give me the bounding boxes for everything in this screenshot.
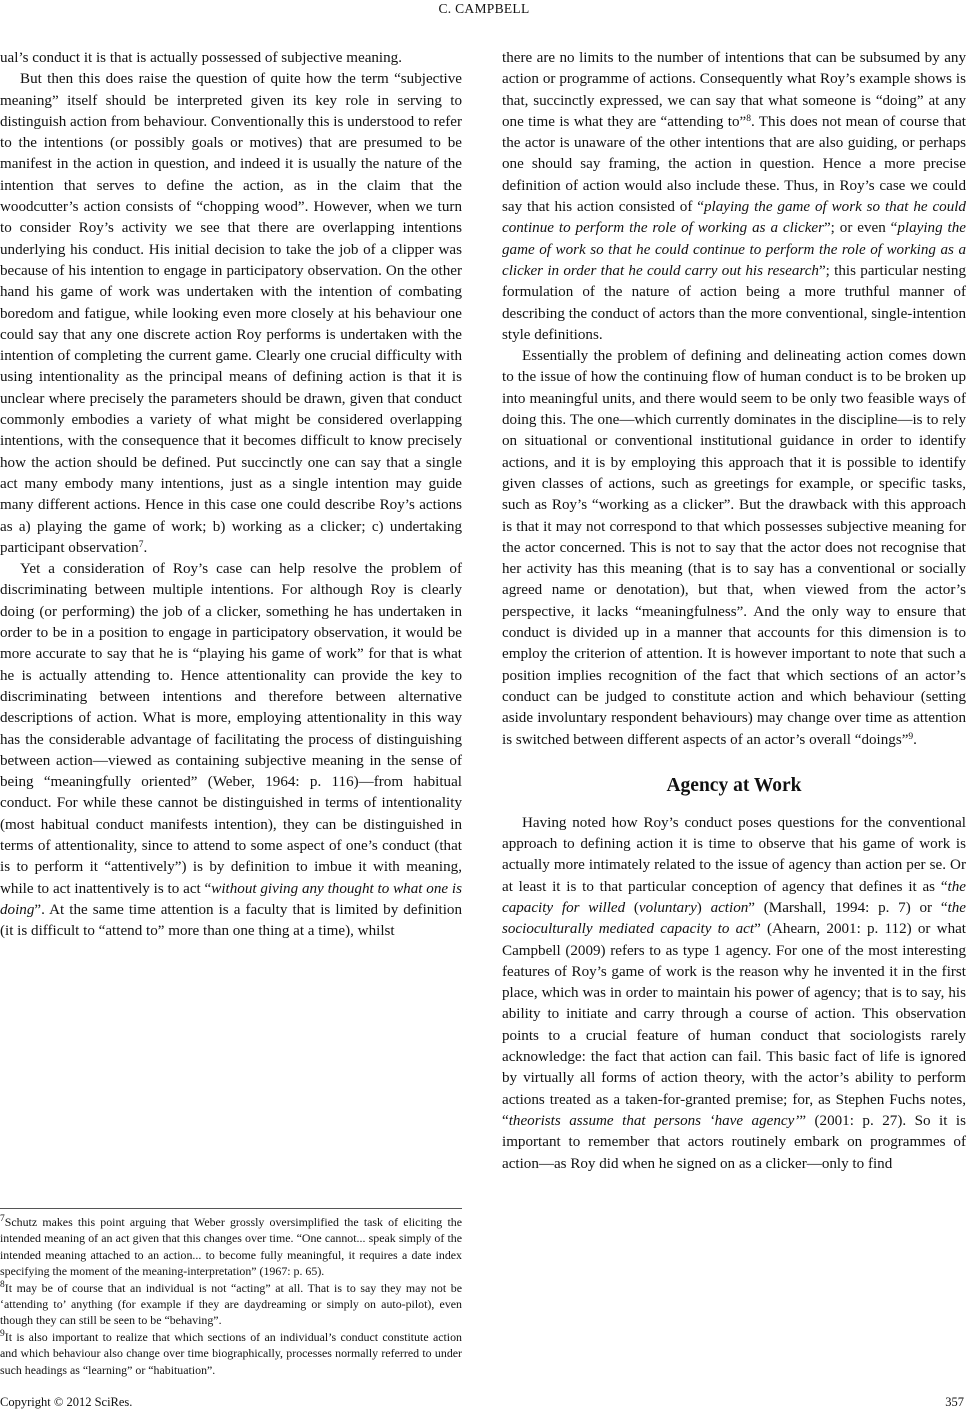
paragraph-text: Essentially the problem of defining and delineating action comes down to the issue of how the continuing flow of human conduct is to be broken up into meaningful units, and there would seem to be only two feasible ways of doing this. The one—which currently dominates in the discipline—is to rely on situational or conventional institutional guidance in order to identify actions, and it is by employing this approach that it is possible to identify given classes of actions, such as greetings for example, or specific tasks, such as Roy’s “working as a clicker”. But the drawback with this approach is that it may not correspond to that which possesses subjective meaning for the actor concerned. This is not to say that the actor does not recognise that her activity has this meaning (that is to say has a conventional or socially agreed name or denotation), but that, when viewed from the actor’s perspective, it lacks “meaningfulness”. And the only way to ensure that conduct is divided up in a manner that accounts for this dimension is to employ the criterion of attention. It is however important to note that such a position implies recognition of the fact that which sections of an actor’s conduct can be judged to constitute action and which behaviour (setting aside involuntary respondent behaviours) may change over time as attention is switched between different aspects of an actor’s overall “doings” bbox=[502, 348, 966, 748]
footnote-number: 7 bbox=[0, 1214, 5, 1224]
paragraph bbox=[502, 813, 966, 1175]
paragraph-text: . This does not mean of course that the actor is unaware of the other intentions that are also guiding, or perhaps one should say framing, the action in question. Hence a more precise definition of action would also include these. Thus, in Roy’s case we could say that his action consisted of “ bbox=[502, 113, 966, 216]
copyright-notice: Copyright © 2012 SciRes. bbox=[0, 1395, 133, 1409]
paragraph-text: Having noted how Roy’s conduct poses questions for the conventional approach to defining action it is time to observe that his game of work is actually more intimately related to the issue of agency than action per se. Or at least it is to that particular conception of agency that defines it as “ bbox=[502, 814, 966, 895]
italic-quote: the capacity for willed bbox=[502, 878, 966, 916]
paragraph bbox=[0, 48, 462, 69]
footnote-text: It may be of course that an individual is not “acting” at all. That is to say they may not be ‘attending to’ anything (for example if they are daydreaming or simply on auto-pilot), even though they can still be seen to be “behaving”. bbox=[0, 1280, 462, 1328]
paragraph bbox=[502, 48, 966, 346]
italic-quote: action bbox=[710, 899, 749, 916]
paragraph-text: ( bbox=[625, 899, 639, 916]
footnote-text: It is also important to realize that which sections of an individual’s conduct constitute action and which behaviour also change over time biographically, processes normally referred to under such headings as “learning” or “habituation”. bbox=[0, 1329, 462, 1377]
footnotes bbox=[0, 1214, 462, 1378]
footnote-number: 9 bbox=[0, 1328, 5, 1339]
footnote-ref[interactable]: 8 bbox=[746, 113, 751, 124]
paragraph-text: ual’s conduct it is that is actually possessed of subjective meaning. bbox=[0, 50, 402, 66]
paragraph-text: ) bbox=[696, 899, 711, 916]
paragraph-text: But then this does raise the question of quite how the term “subjective meaning” itself should be interpreted given its key role in serving to distinguish action from behaviour. Conventionally this is understood to refer to the intentions (or possibly goals or motives) that are presumed to be manifest in the action in question, and indeed it is usually the nature of the intention that serves to define the action, as in the claim that the woodcutter’s action consists of “chopping wood”. However, when we turn to consider Roy’s activity we see that there are overlapping intentions underlying his conduct. His initial decision to take the job of a clipper was because of his intention to engage in participatory observation. On the other hand his game of work was undertaken with the intention of combating boredom and fatigue, while looking even more closely at his behaviour one could say that any one discrete action Roy performs is undertaken with the intention of completing the current game. Clearly one crucial difficulty with using intentionality as the principal means of defining action is that it is unclear where precisely the parameters should be drawn, given that conduct commonly embodies a variety of what might be considered overlapping intentions, with the consequence that it becomes difficult to know precisely how the action should be defined. Put succinctly one can say that a single act many embody many intentions, just as a single intention may guide many different actions. Hence in this case one could describe Roy’s actions as a) playing the game of work; b) working as a clicker; c) undertaking participant observation bbox=[0, 71, 462, 556]
paragraph bbox=[502, 346, 966, 751]
footnote bbox=[0, 1329, 462, 1378]
paragraph-text: ”. At the same time attention is a faculty that is limited by definition (it is difficult to “attend to” more than one thing at a time), whilst bbox=[0, 901, 462, 940]
footnote bbox=[0, 1280, 462, 1329]
running-head: C. CAMPBELL bbox=[438, 1, 530, 16]
paragraph-text: ” (2001: p. 27). So it is important to remember that actors routinely embark on programmes of action—as Roy did when he signed on as a clicker—only to find bbox=[502, 1112, 966, 1172]
italic-quote: playing the game of work so that he could continue to perform the role of working as a clicker bbox=[502, 199, 966, 237]
footnote-divider bbox=[0, 1208, 462, 1209]
paragraph-text: ” (Ahearn, 2001: p. 112) or what Campbell (2009) refers to as type 1 agency. For one of the most interesting features of Roy’s game of work is the reason why he invented it in the first place, which was in order to maintain his power of agency; that is to say, his ability to initiate and carry through a course of action. This observation points to a crucial feature of human conduct that sociologists rarely acknowledge: the fact that action can fail. This basic fact of life is ignored by virtually all forms of action theory, with the actor’s ability to perform actions treated as a taken-for-granted premise; for, as Stephen Fuchs notes, “ bbox=[502, 921, 967, 1129]
italic-quote: theorists assume that persons ‘have agency’ bbox=[508, 1112, 800, 1129]
footnote bbox=[0, 1214, 462, 1280]
paragraph-text: there are no limits to the number of intentions that can be subsumed by any action or programme of actions. Consequently what Roy’s example shows is that, succinctly expressed, we can say that what someone is “doing” at any one time is what they are “attending to” bbox=[502, 50, 966, 130]
left-column bbox=[0, 48, 462, 942]
page-number: 357 bbox=[945, 1395, 964, 1409]
paragraph-text: ”; or even “ bbox=[823, 220, 898, 237]
footnote-ref[interactable]: 9 bbox=[908, 731, 914, 742]
paragraph-text: ” (Marshall, 1994: p. 7) or “ bbox=[748, 899, 948, 916]
paragraph bbox=[0, 559, 462, 942]
paragraph-text: . bbox=[913, 731, 917, 748]
italic-quote: the socioculturally mediated capacity to act bbox=[502, 899, 966, 938]
paragraph-text: Yet a consideration of Roy’s case can help resolve the problem of discriminating between multiple intentions. For although Roy is clearly doing (or performing) the job of a clicker, something he has undertaken in order to be in a position to engage in participatory observation, it would be more accurate to say that he is “playing his game of work” for that is what he is actually attending to. Hence attentionality can provide the key to discriminating between intentions and therefore between alternative descriptions of action. What is more, employing attentionality in this way has the considerable advantage of facilitating the process of distinguishing between action—viewed as containing subjective meaning in the sense of being “meaningfully oriented” (Weber, 1964: p. 116)—from habitual conduct. For while these cannot be distinguished in terms of intentionality (most habitual conduct manifests intention), they can be distinguished in terms of attentionality, since to attend to some aspect of one’s conduct (that is to perform it “attentively”) is by definition to imbue it with meaning, while to act inattentively is to act “ bbox=[0, 561, 462, 897]
section-heading: Agency at Work bbox=[666, 774, 802, 796]
right-column bbox=[502, 48, 966, 1175]
italic-quote: voluntary bbox=[638, 899, 697, 916]
italic-quote: without giving any thought to what one is doing bbox=[0, 880, 462, 918]
footnote-ref[interactable]: 7 bbox=[138, 539, 144, 550]
paragraph-text: ”; this particular nesting formulation of the nature of action being a more truthful manner of describing the conduct of actors than the more conventional, single-intention style definitions. bbox=[502, 262, 966, 343]
paragraph-text: . bbox=[143, 539, 148, 556]
footnote-number: 8 bbox=[0, 1279, 5, 1290]
paragraph bbox=[0, 69, 462, 559]
italic-quote: playing the game of work so that he could continue to perform the role of working as a clicker in order that he could carry out his research bbox=[502, 220, 966, 279]
footnote-text: Schutz makes this point arguing that Weber grossly oversimplified the task of eliciting the intended meaning of an act given that this changes over time. “One cannot... speak simply of the intended meaning attached to an action... to become fully meaningful, it requires a date index specifying the moment of the meaning-interpretation” (1967: p. 65). bbox=[0, 1215, 462, 1279]
